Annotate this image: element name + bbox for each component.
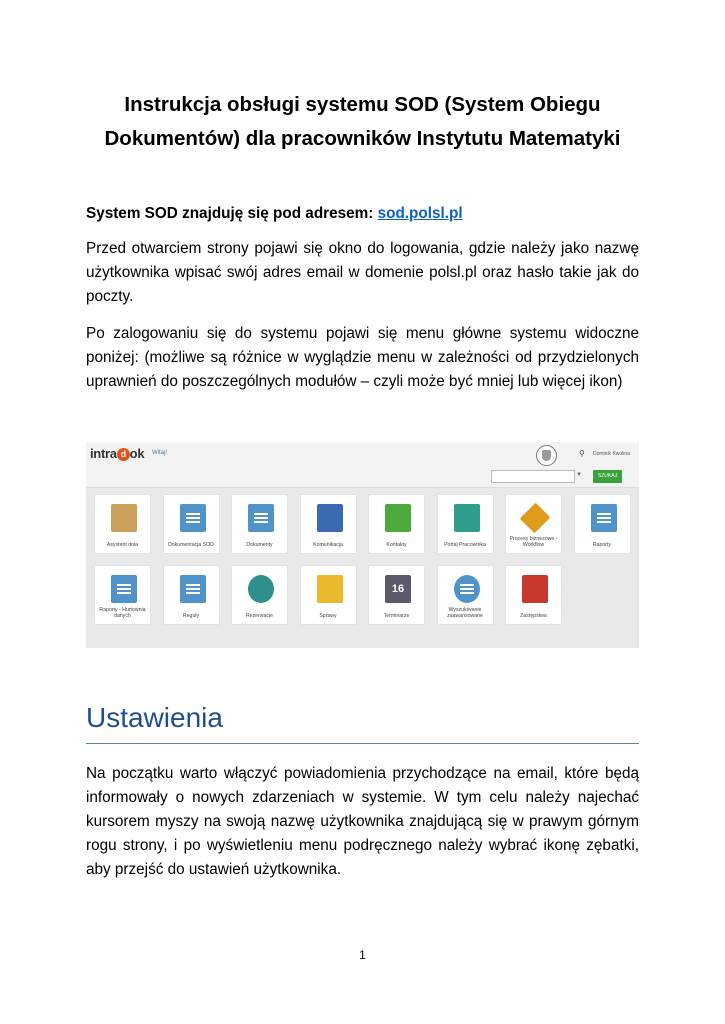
calendar-icon: 16: [385, 575, 411, 603]
university-emblem-icon: [536, 445, 557, 466]
module-icon: [248, 504, 274, 532]
module-tile[interactable]: [505, 565, 562, 625]
module-icon: [111, 504, 137, 532]
module-tile[interactable]: [300, 494, 357, 554]
module-label: Sprawy: [319, 613, 337, 619]
module-icon: [385, 504, 411, 532]
module-icon: [180, 575, 206, 603]
search-bar: [86, 468, 639, 488]
settings-paragraph: Na początku warto włączyć powiadomienia przychodzące na email, które będą informowały o nowych zdarzeniach w systemie. W tym celu należy najechać kursorem myszy na swoją nazwę użytkownika znajdującą się w prawym górnym rogu strony, i po wyświetleniu menu podręcznego należy wybrać ikonę zębatki, aby przejść do ustawień użytkownika.: [86, 765, 639, 878]
magnifier-icon: [454, 575, 480, 603]
module-tile[interactable]: [437, 494, 494, 554]
module-tile[interactable]: [505, 494, 562, 554]
module-label: Procesy biznesowe - Workflow: [509, 536, 558, 548]
menu-paragraph: Po zalogowaniu się do systemu pojawi się menu główne systemu widoczne poniżej: (możliwe są różnice w wyglądzie menu w zależności od przydzielonych uprawnień do poszczególnych modułów – czyli może być mniej lub więcej ikon): [86, 325, 639, 390]
module-icon: [111, 575, 137, 603]
module-tile[interactable]: [231, 565, 288, 625]
document-title: [86, 88, 639, 156]
key-icon[interactable]: ⚲: [579, 449, 585, 458]
module-label: Dokumenty: [246, 542, 273, 548]
search-button[interactable]: SZUKAJ: [593, 470, 622, 483]
module-icon: [317, 504, 343, 532]
login-paragraph: Przed otwarciem strony pojawi się okno do logowania, gdzie należy jako nazwę użytkownika wpisać swój adres email w domenie polsl.pl oraz hasło takie jak do poczty.: [86, 240, 639, 305]
module-tile[interactable]: [231, 494, 288, 554]
module-label: Komunikacja: [313, 542, 343, 548]
module-tile[interactable]: [368, 565, 425, 625]
module-label: Asystent dnia: [106, 542, 139, 548]
module-tile[interactable]: [163, 494, 220, 554]
module-tile[interactable]: [94, 494, 151, 554]
greeting-link[interactable]: Witaj!: [152, 450, 167, 456]
title-line-2: Dokumentów) dla pracowników Instytutu Matematyki: [104, 127, 621, 150]
search-input[interactable]: [491, 470, 575, 483]
module-tile[interactable]: [437, 565, 494, 625]
address-paragraph: [86, 202, 639, 226]
section-heading: Ustawienia: [86, 702, 223, 733]
title-line-1: Instrukcja obsługi systemu SOD (System Obiegu: [124, 93, 601, 116]
heading-rule: [86, 743, 639, 744]
module-icon: [522, 575, 548, 603]
screenshot-header: [86, 442, 639, 468]
module-tile[interactable]: [300, 565, 357, 625]
clock-icon: [248, 575, 274, 603]
module-tile[interactable]: [574, 494, 631, 554]
module-label: Wyszukiwanie zaawansowane: [447, 607, 483, 619]
module-tile[interactable]: [94, 565, 151, 625]
module-icon: [180, 504, 206, 532]
sod-link[interactable]: sod.polsl.pl: [377, 205, 463, 222]
module-tile[interactable]: [163, 565, 220, 625]
module-icon: [591, 504, 617, 532]
module-label: Zastępstwa: [520, 613, 547, 619]
system-menu-screenshot: [86, 442, 639, 648]
module-icon: [454, 504, 480, 532]
module-label: Reguły: [182, 613, 200, 619]
dropdown-arrow-icon[interactable]: ▼: [576, 472, 582, 478]
module-tile[interactable]: [368, 494, 425, 554]
module-label: Rezerwacje: [245, 613, 274, 619]
page-number: 1: [359, 948, 366, 962]
user-name[interactable]: Dominik Kwolina: [593, 451, 630, 457]
module-label: Dokumentacja SOD: [168, 542, 214, 548]
module-label: Portal Pracownika: [444, 542, 486, 548]
module-label: Terminarze: [383, 613, 410, 619]
module-label: Raporty: [592, 542, 612, 548]
intradok-logo: intra d ok: [90, 446, 145, 461]
address-label: System SOD znajduję się pod adresem:: [86, 205, 374, 222]
module-label: Raporty - Hurtownia danych: [99, 607, 146, 619]
module-icon: [317, 575, 343, 603]
workflow-icon: [520, 503, 551, 534]
module-label: Kontakty: [386, 542, 407, 548]
